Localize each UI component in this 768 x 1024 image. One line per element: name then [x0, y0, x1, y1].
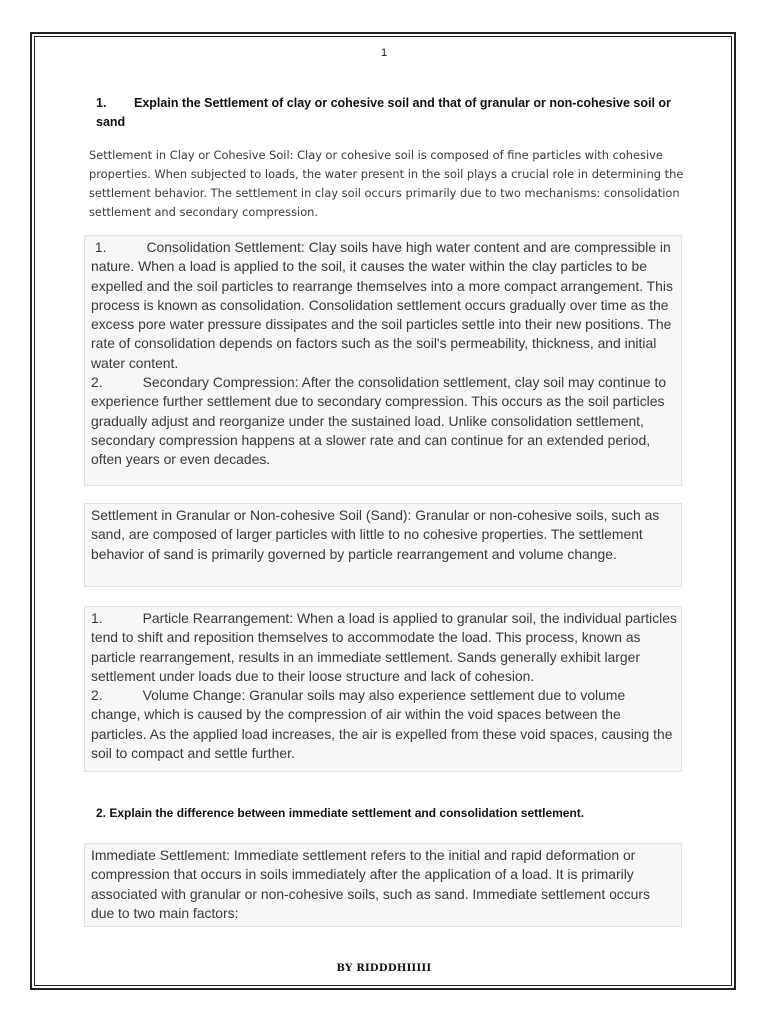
sand-mechanisms-box	[84, 606, 682, 772]
list-item-text: Volume Change: Granular soils may also experience settlement due to volume change, which is caused by the compression of air within the void spaces between the particles. As the applied load increases, the air is expelled from these void spaces, causing the soil to compact and settle further.	[91, 687, 673, 762]
immediate-settlement-box	[84, 843, 682, 927]
clay-intro-paragraph: Settlement in Clay or Cohesive Soil: Clay or cohesive soil is composed of fine particles with cohesive properties. When subjected to loads, the water present in the soil plays a crucial role in determining the settlement behavior. The settlement in clay soil occurs primarily due to two mechanisms: consolidation settlement and secondary compression.	[89, 148, 684, 219]
list-item-number: 2.	[91, 687, 103, 704]
page-number: 1	[380, 47, 388, 59]
list-item	[91, 609, 677, 686]
sand-intro-box	[84, 503, 682, 587]
author-footer: BY RIDDDHIIIII	[336, 963, 432, 974]
question-1-heading	[96, 94, 686, 132]
clay-mechanisms-box	[84, 235, 682, 486]
list-item-text: Consolidation Settlement: Clay soils have high water content and are compressible in nature. When a load is applied to the soil, it causes the water within the clay particles to be expelled and the soil particles to rearrange themselves into a more compact arrangement. This process is known as consolidation. Consolidation settlement occurs gradually over time as the excess pore water pressure dissipates and the soil particles settle into their new positions. The rate of consolidation depends on factors such as the soil's permeability, thickness, and initial water content.	[91, 239, 673, 371]
list-item-number: 1.	[91, 610, 103, 626]
question-1-title: Explain the Settlement of clay or cohesive soil and that of granular or non-cohesive soil or sand	[96, 96, 671, 129]
list-item-text: Particle Rearrangement: When a load is applied to granular soil, the individual particles tend to shift and reposition themselves to accommodate the load. This process, known as particle rearrangement, results in an immediate settlement. Sands generally exhibit larger settlement under loads due to their loose structure and lack of cohesion.	[91, 610, 677, 684]
list-item-number: 2.	[91, 374, 103, 391]
question-1-number: 1.	[96, 96, 107, 110]
sand-intro-paragraph: Settlement in Granular or Non-cohesive Soil (Sand): Granular or non-cohesive soils, such as sand, are composed of larger particles with little to no cohesive properties. The settlement behavior of sand is primarily governed by particle rearrangement and volume change.	[91, 507, 660, 562]
list-item-number: 1.	[94, 239, 107, 255]
list-item	[91, 373, 677, 469]
question-2-heading: 2. Explain the difference between immediate settlement and consolidation settlement.	[96, 806, 585, 820]
list-item	[91, 238, 677, 373]
list-item-text: Secondary Compression: After the consolidation settlement, clay soil may continue to experience further settlement due to secondary compression. This occurs as the soil particles gradually adjust and reorganize under the sustained load. Unlike consolidation settlement, secondary compression happens at a slower rate and can continue for an extended period, often years or even decades.	[91, 374, 667, 468]
list-item	[91, 686, 677, 763]
immediate-settlement-paragraph: Immediate Settlement: Immediate settlement refers to the initial and rapid deformation or compression that occurs in soils immediately after the application of a load. It is primarily associated with granular or non-cohesive soils, such as sand. Immediate settlement occurs due to two main factors:	[91, 847, 650, 921]
